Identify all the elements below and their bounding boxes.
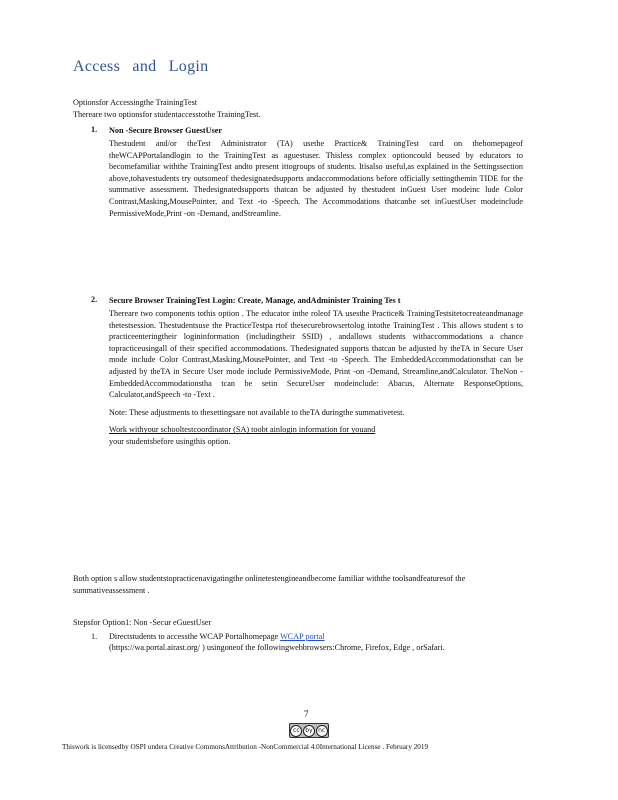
license-footer: Thiswork is licensedby OSPI undera Creative CommonsAttribution -NonCommercial 4.0International License . February 2019: [62, 743, 429, 751]
intro-text: Thereare two optionsfor studentaccesstothe TrainingTest.: [73, 110, 261, 119]
options-list-2: [73, 295, 523, 448]
option-title: Non -Secure Browser GuestUser: [109, 126, 223, 135]
wcap-portal-link[interactable]: WCAP portal: [280, 631, 325, 641]
option-number: 1.: [91, 125, 98, 134]
intro-subheading: Optionsfor Accessingthe TrainingTest: [73, 98, 198, 107]
by-icon: by: [303, 725, 315, 737]
options-list: [73, 125, 523, 219]
option-body: Thestudent and/or theTest Administrator (TA) usethe Practice& TrainingTest card on thehomepageof theWCAPPortalandlogin to the TrainingTest as aguestuser. Thisless complex optioncould beused by educators to becomefamiliar withthe TrainingTest andto present ittogroups of students. Itisalso useful,as explained in the Settingssection above,tohavestudents try outsomeof thedesignatedsupports andaccommodations before officially settingthemin TIDE for the summative assessment. Thedesignatedsupports thatcan be adjusted by thestudent inGuest User modeinc lude Color Contrast,Masking,MousePointer, and Text -to -Speech. The Accommodations thatcanbe set inGuestUser modeinclude PermissiveMode,Print -on -Demand, andStreamline.: [109, 139, 523, 218]
option-body: Thereare two components tothis option . The educator inthe roleof TA usesthe Practice& TrainingTestsitetocreateandmanage thetestsession. Thestudentsuse the PracticeTestpa rtof thesecurebrowsertolog intothe TrainingTest . This allows student s to practiceenteringtheir logininformation (includingtheir SSID) , andallows students withaccommodations a chance topracticeusingall of their specified accommodations. Thedesignated supports thatcan be adjusted by theTA in Secure User mode include Color Contrast,Masking,MousePointer, and Text -to -Speech. The EmbeddedAccommodationsthat can be adjusted by theTA in Secure User mode include PermissiveMode, Print -on -Demand, Streamline,andCalculator. TheNon -EmbeddedAccommodationstha tcan be setin SecureUser modeinclude: Abacus, Alternate ResponseOptions, Calculator,andSpeech -to -Text .: [109, 309, 523, 400]
option-title: Secure Browser TrainingTest Login: Create, Manage, andAdminister Training Tes t: [109, 296, 401, 305]
step-item-1: [73, 631, 523, 654]
option-item-1: [73, 125, 523, 219]
steps-block: [73, 617, 523, 654]
option-item-2: [73, 295, 523, 448]
option-work-note: [109, 424, 523, 447]
option-number: 2.: [91, 295, 98, 304]
intro-block: [73, 97, 523, 121]
page-number: 7: [304, 709, 309, 719]
step-text: Directstudents to accessthe WCAP Portalhomepage: [109, 631, 279, 641]
step-text-cont: (https://wa.portal.airast.org/ ) usingoneof the followingwebbrowsers:Chrome, Firefox, Edge , orSafari.: [109, 643, 445, 653]
cc-icon: cc: [290, 725, 302, 737]
creative-commons-badge: [289, 723, 329, 738]
work-text: your studentsbefore usingthis option.: [109, 436, 231, 446]
nc-icon: nc: [316, 725, 328, 737]
step-number: 1.: [91, 631, 98, 641]
work-underlined-text: Work withyour schooltestcoordinator (SA) toobt ainlogin information for youand: [109, 425, 376, 435]
option-note: Note: These adjustments to thesettingsare not available to theTA duringthe summativetest.: [109, 407, 405, 417]
both-options-paragraph: Both option s allow studentstopracticenavigatingthe onlinetestengineandbecome familiar withthe toolsandfeaturesof the summativeassessment .: [73, 574, 466, 595]
steps-heading: Stepsfor Option1: Non -Secur eGuestUser: [73, 618, 212, 627]
section-heading: Access and Login: [73, 58, 209, 75]
